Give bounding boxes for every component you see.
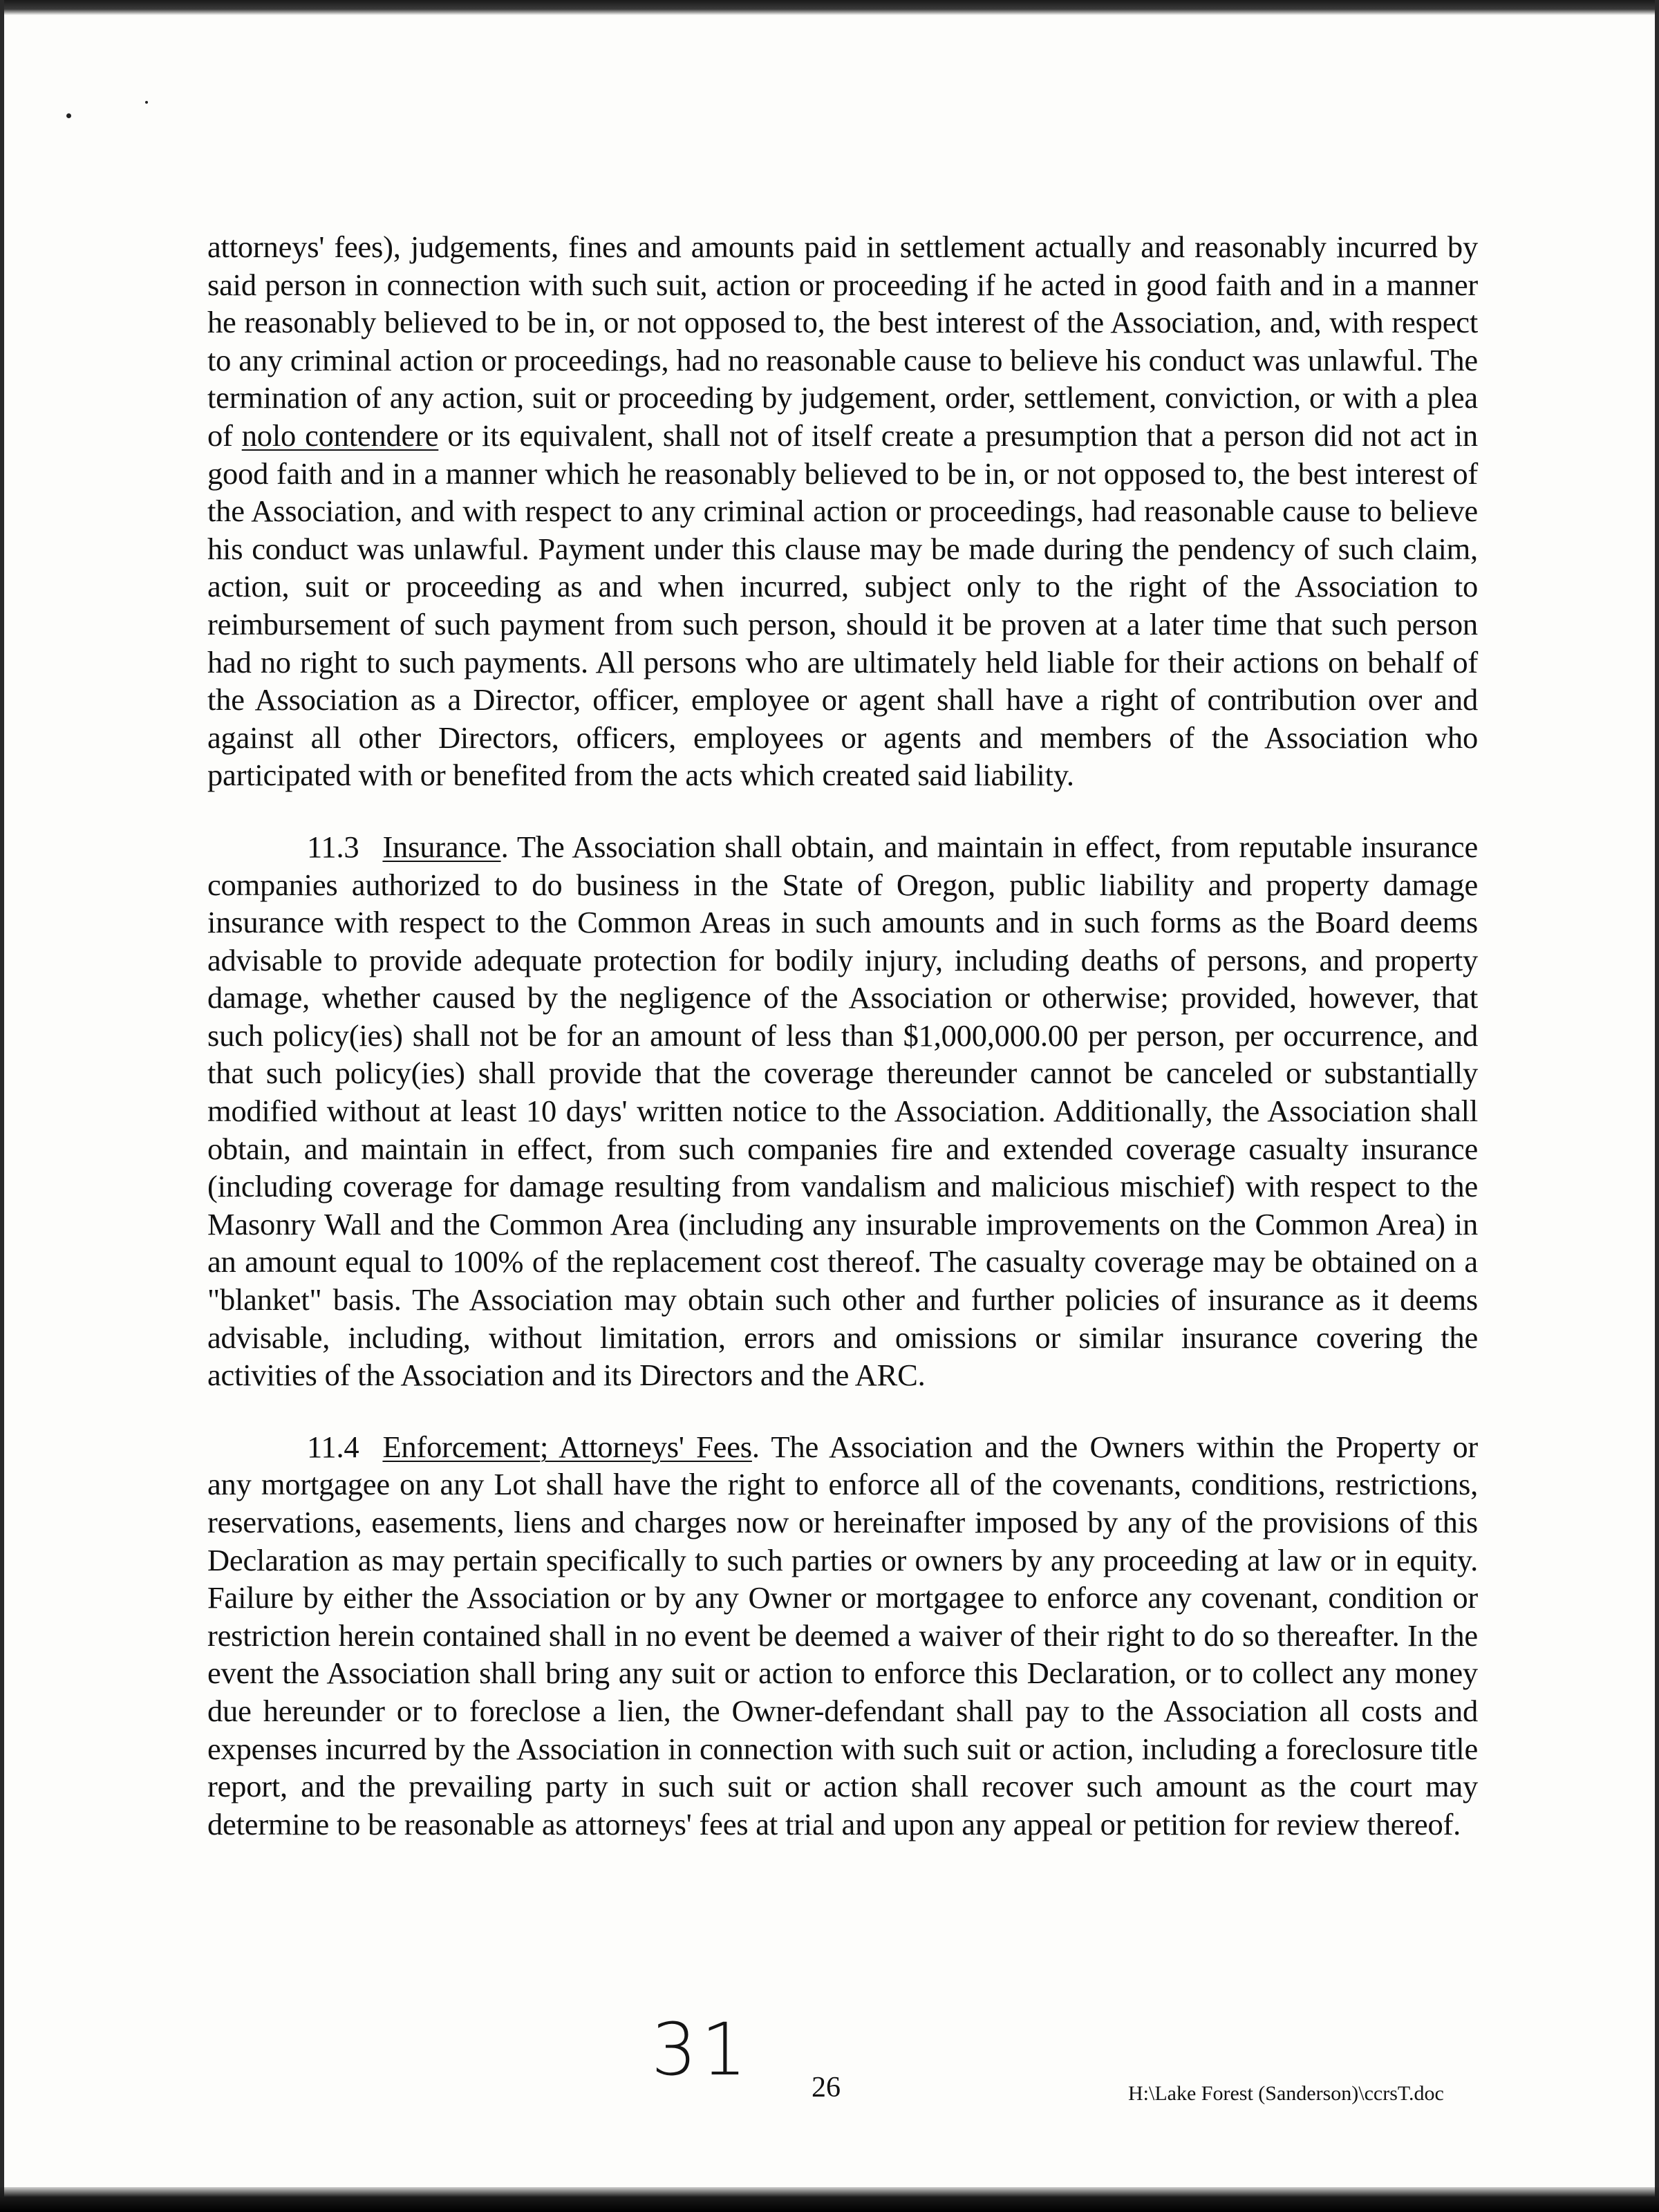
- file-path: H:\Lake Forest (Sanderson)\ccrsT.doc: [1128, 2082, 1444, 2105]
- scan-edge-left: [0, 0, 4, 2212]
- paragraph-indemnification-continued: [207, 228, 1478, 794]
- section-11-4-enforcement: [207, 1428, 1478, 1844]
- paragraph-text: or its equivalent, shall not of itself create a presumption that a person did not act in good faith and in a manner which he reasonably believed to be in, or not opposed to, the best interest of the Association, and with respect to any criminal action or proceedings, had reasonable cause to believe his conduct was unlawful. Payment under this clause may be made during the pendency of such claim, action, suit or proceeding as and when incurred, subject only to the right of the Association to reimbursement of such payment from such person, should it be proven at a later time that such person had no right to such payments. All persons who are ultimately held liable for their actions on behalf of the Association as a Director, officer, employee or agent shall have a right of contribution over and against all other Directors, officers, employees or agents and members of the Association who participated with or benefited from the acts which created said liability.: [207, 418, 1478, 793]
- paragraph-text: attorneys' fees), judgements, fines and amounts paid in settlement actually and reasonably incurred by said person in connection with such suit, action or proceeding if he acted in good faith and in a manner he reasonably believed to be in, or not opposed to, the best interest of the Association, and, with respect to any criminal action or proceedings, had no reasonable cause to believe his conduct was unlawful. The termination of any action, suit or proceeding by judgement, order, settlement, conviction, or with a plea of: [207, 229, 1478, 453]
- scan-speck: [66, 113, 71, 118]
- section-text: . The Association and the Owners within the Property or any mortgagee on any Lot shall have the right to enforce all of the covenants, conditions, restrictions, reservations, easements, liens and charges now or hereinafter imposed by any of the provisions of this Declaration as may pertain specifically to such parties or owners by any proceeding at law or in equity. Failure by either the Association or by any Owner or mortgagee to enforce any covenant, condition or restriction herein contained shall in no event be deemed a waiver of their right to do so thereafter. In the event the Association shall bring any suit or action to enforce this Declaration, or to collect any money due hereunder or to foreclose a lien, the Owner-defendant shall pay to the Association all costs and expenses incurred by the Association in connection with such suit or action, including a foreclosure title report, and the prevailing party in such suit or action shall recover such amount as the court may determine to be reasonable as attorneys' fees at trial and upon any appeal or petition for review thereof.: [207, 1429, 1479, 1841]
- nolo-contendere-term: nolo contendere: [241, 418, 439, 453]
- scan-speck: [145, 101, 148, 104]
- scan-edge-right: [1655, 0, 1659, 2212]
- handwritten-page-number: 31: [651, 2007, 751, 2092]
- section-number: 11.3: [307, 829, 359, 864]
- section-11-3-insurance: [207, 828, 1478, 1394]
- page-number: 26: [812, 2072, 841, 2103]
- section-text: . The Association shall obtain, and maintain in effect, from reputable insurance companies authorized to do business in the State of Oregon, public liability and property damage insurance with respect to the Common Areas in such amounts and in such forms as the Board deems advisable to provide adequate protection for bodily injury, including deaths of persons, and property damage, whether caused by the negligence of the Association or otherwise; provided, however, that such policy(ies) shall not be for an amount of less than $1,000,000.00 per person, per occurrence, and that such policy(ies) shall provide that the coverage thereunder cannot be canceled or substantially modified without at least 10 days' written notice to the Association. Additionally, the Association shall obtain, and maintain in effect, from such companies fire and extended coverage casualty insurance (including coverage for damage resulting from vandalism and malicious mischief) with respect to the Masonry Wall and the Common Area (including any insurable improvements on the Common Area) in an amount equal to 100% of the replacement cost thereof. The casualty coverage may be obtained on a "blanket" basis. The Association may obtain such other and further policies of insurance as it deems advisable, including, without limitation, errors and omissions or similar insurance covering the activities of the Association and its Directors and the ARC.: [207, 829, 1478, 1393]
- scan-edge-bottom: [0, 2187, 1659, 2212]
- scan-edge-top: [0, 0, 1659, 15]
- section-heading: Insurance: [382, 829, 501, 864]
- section-heading: Enforcement; Attorneys' Fees: [382, 1429, 752, 1464]
- document-body: [207, 228, 1478, 1877]
- section-number: 11.4: [307, 1429, 359, 1464]
